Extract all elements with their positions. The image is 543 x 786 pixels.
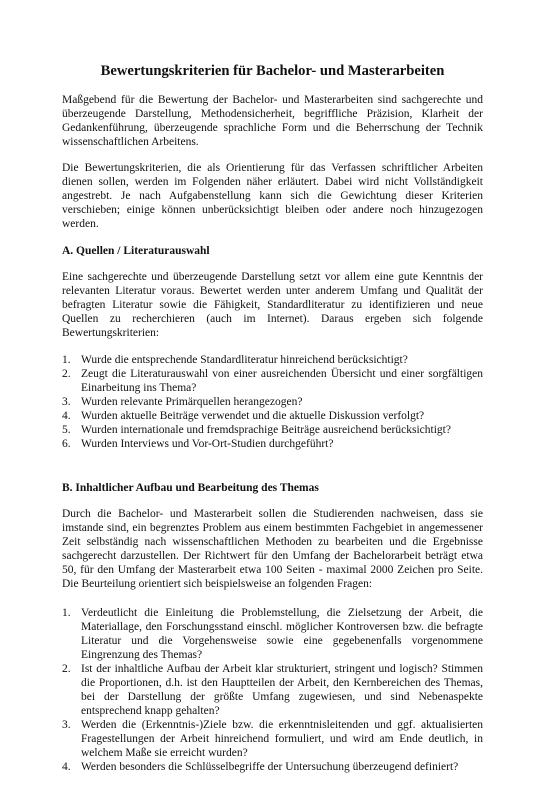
- list-item-number: 2.: [62, 368, 71, 380]
- list-item-number: 3.: [62, 396, 71, 408]
- list-item: [62, 437, 483, 451]
- list-item-text: Ist der inhaltliche Aufbau der Arbeit klar strukturiert, stringent und logisch? Stimmen die Proportionen, d.h. ist den Hauptteilen der Arbeit, den Kernbereichen des Themas, bei der Darstellung der größte Umfang zugewiesen, und sind Nebenaspekte entsprechend knapp gehalten?: [81, 663, 483, 717]
- list-item-text: Zeugt die Literaturauswahl von einer ausreichenden Übersicht und einer sorgfältigen Einarbeitung ins Thema?: [81, 368, 483, 394]
- section-a-criteria-list: [62, 353, 483, 451]
- list-item-text: Wurden Interviews und Vor-Ort-Studien durchgeführt?: [81, 438, 334, 450]
- list-item-text: Wurden internationale und fremdsprachige Beiträge ausreichend berücksichtigt?: [81, 424, 451, 436]
- intro-paragraph-2: Die Bewertungskriterien, die als Orientierung für das Verfassen schriftlicher Arbeiten dienen sollen, werden im Folgenden näher erläutert. Dabei wird nicht Vollständigkeit angestrebt. Je nach Aufgabenstellung kann sich die Gewichtung dieser Kriterien verschieben; einige können unberücksichtigt bleiben oder andere noch hinzugezogen werden.: [62, 162, 483, 230]
- list-item: [62, 760, 483, 774]
- list-item: [62, 662, 483, 718]
- list-item: [62, 409, 483, 423]
- section-a-paragraph: Eine sachgerechte und überzeugende Darstellung setzt vor allem eine gute Kenntnis der relevanten Literatur voraus. Bewertet werden unter anderem Umfang und Qualität der befragten Literatur sowie die Fähigkeit, Standardliteratur zu identifizieren und neue Quellen zu recherchieren (auch im Internet). Daraus ergeben sich folgende Bewertungskriterien:: [62, 271, 483, 339]
- list-item-number: 4.: [62, 410, 71, 422]
- list-item: [62, 606, 483, 662]
- document-title: Bewertungskriterien für Bachelor- und Masterarbeiten: [100, 63, 445, 79]
- list-item-number: 3.: [62, 719, 71, 731]
- list-item-number: 4.: [62, 761, 71, 773]
- list-item-text: Wurden relevante Primärquellen herangezogen?: [81, 396, 303, 408]
- list-item-text: Werden die (Erkenntnis-)Ziele bzw. die erkenntnisleitenden und ggf. aktualisierten Fragestellungen der Arbeit hinreichend formuliert, und wird am Ende deutlich, in welchem Maße sie erreicht wurden?: [81, 719, 483, 759]
- section-b-questions-list: [62, 606, 483, 774]
- list-item: [62, 423, 483, 437]
- intro-paragraph-1: Maßgebend für die Bewertung der Bachelor- und Masterarbeiten sind sachgerechte und überzeugende Darstellung, Methodensicherheit, begriffliche Präzision, Klarheit der Gedankenführung, überzeugende sprachliche Form und die Beherrschung der Technik wissenschaftlichen Arbeitens.: [62, 94, 483, 148]
- list-item-number: 6.: [62, 438, 71, 450]
- list-item-number: 1.: [62, 354, 71, 366]
- list-item-text: Wurden aktuelle Beiträge verwendet und die aktuelle Diskussion verfolgt?: [81, 410, 425, 422]
- section-b-paragraph: Durch die Bachelor- und Masterarbeit sollen die Studierenden nachweisen, dass sie imstande sind, ein begrenztes Problem aus einem bestimmten Fachgebiet in angemessener Zeit selbständig nach wissenschaftlichen Methoden zu bearbeiten und die Ergebnisse sachgerecht darzustellen. Der Richtwert für den Umfang der Bachelorarbeit beträgt etwa 50, für den Umfang der Masterarbeit etwa 100 Seiten - maximal 2000 Zeichen pro Seite. Die Beurteilung orientiert sich beispielsweise an folgenden Fragen:: [62, 508, 483, 590]
- section-a-heading: A. Quellen / Literaturauswahl: [62, 245, 210, 257]
- list-item-number: 1.: [62, 607, 71, 619]
- list-item-text: Wurde die entsprechende Standardliteratur hinreichend berücksichtigt?: [81, 354, 408, 366]
- list-item: [62, 395, 483, 409]
- list-item-text: Werden besonders die Schlüsselbegriffe der Untersuchung überzeugend definiert?: [81, 761, 459, 773]
- list-item: [62, 718, 483, 760]
- list-item: [62, 367, 483, 395]
- list-item-number: 2.: [62, 663, 71, 675]
- list-item-number: 5.: [62, 424, 71, 436]
- list-item-text: Verdeutlicht die Einleitung die Problemstellung, die Zielsetzung der Arbeit, die Materiallage, den Forschungsstand einschl. möglicher Kontroversen bzw. die befragte Literatur und die Vorgehensweise sowie eine gegebenenfalls vorgenommene Eingrenzung des Themas?: [81, 607, 483, 661]
- section-b-heading: B. Inhaltlicher Aufbau und Bearbeitung des Themas: [62, 482, 319, 494]
- list-item: [62, 353, 483, 367]
- document-page: [62, 63, 483, 786]
